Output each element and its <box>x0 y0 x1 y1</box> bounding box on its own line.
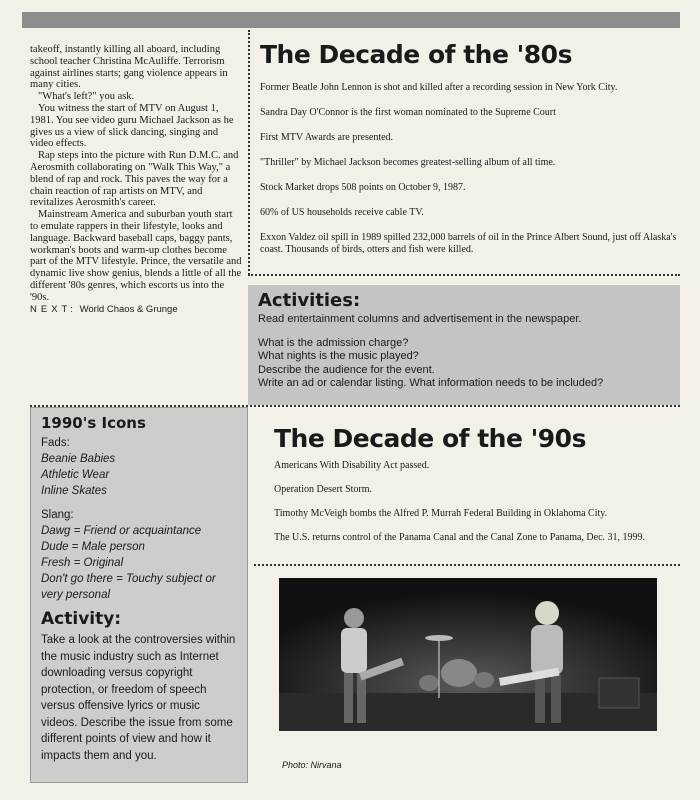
photo-caption: Photo: Nirvana <box>282 760 342 770</box>
activity-text: Take a look at the controversies within the music industry such as Internet downloading versus copyright protection, or freedom of speech versus offensive lyrics or music videos. Describe the issue from some different points of view and how it impacts them and you. <box>41 634 236 762</box>
next-label: NEXT: <box>30 304 77 315</box>
concert-photo-image <box>279 578 657 731</box>
activities-box <box>248 285 680 405</box>
next-text: World Chaos & Grunge <box>79 304 178 315</box>
column-divider <box>248 30 250 275</box>
activity-question: What is the admission charge? <box>258 336 409 349</box>
article-paragraph: takeoff, instantly killing all aboard, including school teacher Christina McAuliffe. Terrorism against airlines starts; gang violence appears in many cities. <box>30 44 228 91</box>
decade-90s-events <box>274 460 674 556</box>
article-paragraph: Rap steps into the picture with Run D.M.C. and Aerosmith collaborating on "Walk This Way," a blend of rap and rock. This paves the way for a chain reaction of rap artists on MTV, and revitalizes Aerosmith's career. <box>30 150 239 209</box>
decade-80s-events <box>260 82 680 269</box>
fads-label: Fads: <box>41 437 70 449</box>
activity-question: Write an ad or calendar listing. What information needs to be included? <box>258 377 604 389</box>
activity-title: Activity: <box>41 609 122 629</box>
event-item: Stock Market drops 508 points on October 9, 1987. <box>260 182 466 193</box>
event-item: Former Beatle John Lennon is shot and killed after a recording session in New York City. <box>260 82 618 93</box>
article-paragraph: "What's left?" you ask. <box>38 91 135 103</box>
slang-item: Dawg = Friend or acquaintance <box>41 525 202 537</box>
decade-90s-title: The Decade of the '90s <box>274 424 586 453</box>
activities-title: Activities: <box>258 290 361 311</box>
event-item: Sandra Day O'Connor is the first woman nominated to the Supreme Court <box>260 107 556 118</box>
slang-item: Fresh = Original <box>41 557 124 569</box>
event-item: 60% of US households receive cable TV. <box>260 207 424 218</box>
activity-question: Describe the audience for the event. <box>258 363 435 376</box>
top-banner-bar <box>22 12 680 28</box>
article-paragraph: You witness the start of MTV on August 1, 1981. You see video guru Michael Jackson as he gives us a view of slick dancing, singing and video effects. <box>30 102 234 150</box>
decade-80s-title: The Decade of the '80s <box>260 40 572 69</box>
slang-item: Don't go there = Touchy subject or very personal <box>41 573 216 601</box>
article-paragraph: Mainstream America and suburban youth start to emulate rappers in their lifestyle, looks and language. Backward baseball caps, baggy pants, workman's boots and warm-up clothes become part of the MTV lifestyle. Prince, the versatile and dynamic live show genius, blends a little of all the different '80s genres, which escorts us into the '90s. <box>30 209 242 303</box>
activity-question: What nights is the music played? <box>258 350 419 362</box>
event-item: The U.S. returns control of the Panama Canal and the Canal Zone to Panama, Dec. 31, 1999. <box>274 532 646 543</box>
event-item: Timothy McVeigh bombs the Alfred P. Murrah Federal Building in Oklahoma City. <box>274 508 608 519</box>
slang-item: Dude = Male person <box>41 541 145 553</box>
event-item: Exxon Valdez oil spill in 1989 spilled 232,000 barrels of oil in the Prince Albert Sound, just off Alaska's coast. Thousands of birds, otters and fish were killed. <box>260 232 677 255</box>
fad-item: Beanie Babies <box>41 453 116 465</box>
slang-label: Slang: <box>41 509 74 521</box>
next-teaser <box>30 304 178 315</box>
band-photo <box>279 578 657 731</box>
event-item: Operation Desert Storm. <box>274 484 373 495</box>
event-item: "Thriller" by Michael Jackson becomes greatest-selling album of all time. <box>260 157 556 168</box>
left-column-article <box>30 44 242 304</box>
section-divider <box>254 564 680 566</box>
fad-item: Athletic Wear <box>41 469 110 481</box>
event-item: First MTV Awards are presented. <box>260 132 394 143</box>
icons-1990s-box <box>30 407 248 783</box>
activities-intro: Read entertainment columns and advertisement in the newspaper. <box>258 313 582 325</box>
section-divider <box>248 274 680 276</box>
fad-item: Inline Skates <box>41 485 107 497</box>
icons-title: 1990's Icons <box>41 414 146 432</box>
event-item: Americans With Disability Act passed. <box>274 460 430 471</box>
